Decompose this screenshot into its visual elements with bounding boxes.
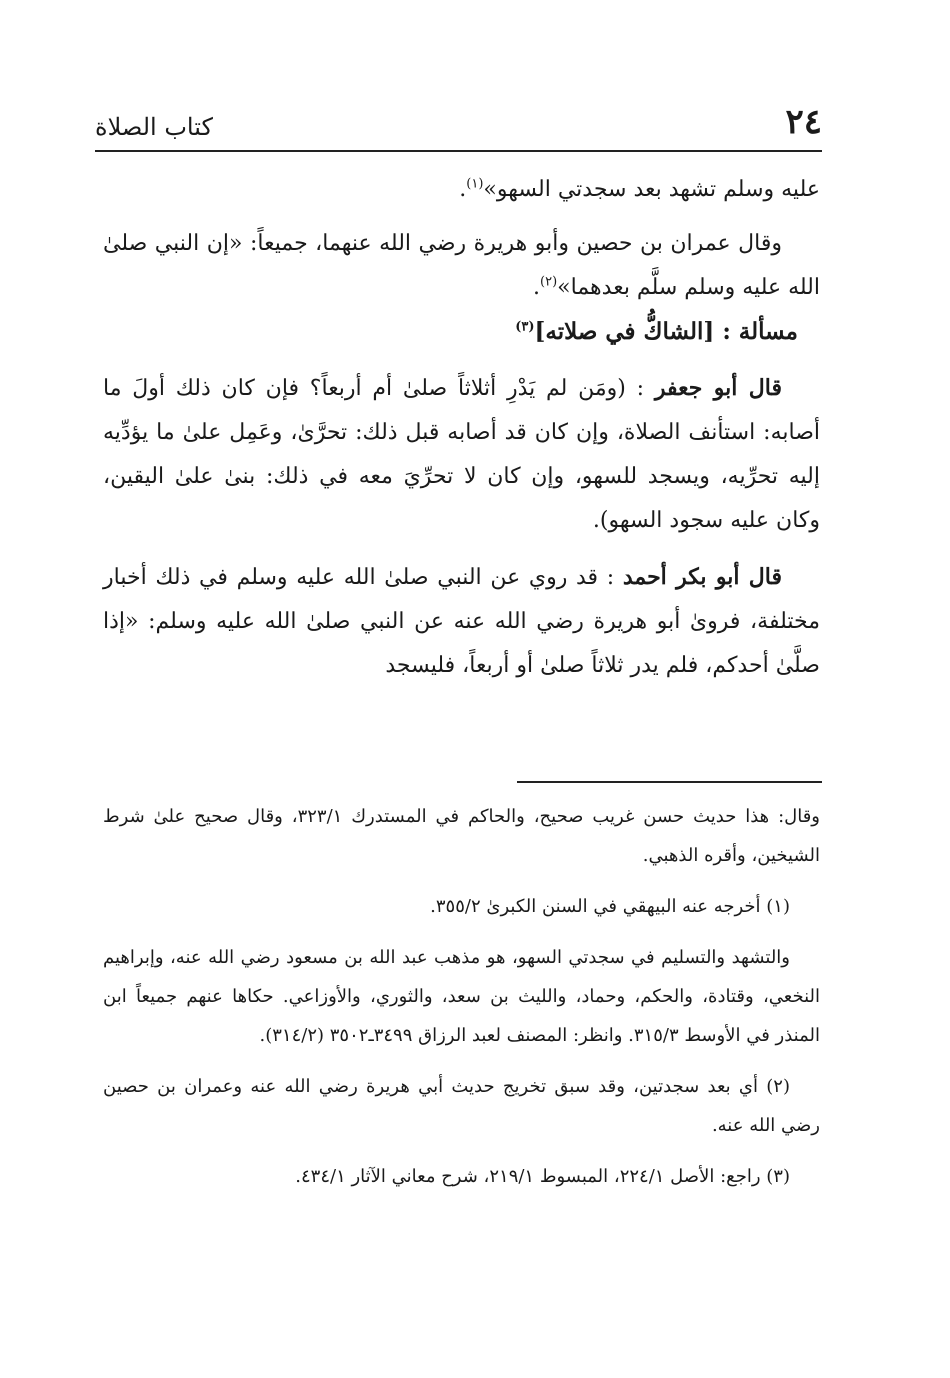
main-text	[103, 168, 820, 688]
footnote-continuation: وقال: هذا حديث حسن غريب صحيح، والحاكم في المستدرك ٣٢٣/١، وقال صحيح علىٰ شرط الشيخين، وأقره الذهبي.	[103, 806, 820, 866]
footnote-ref-1: (١)	[466, 176, 484, 192]
paragraph-text: عليه وسلم تشهد بعد سجدتي السهو»	[483, 177, 820, 202]
page-number: ٢٤	[785, 102, 822, 142]
paragraph-abu-bakr	[103, 555, 820, 688]
speaker-label: قال أبو جعفر	[654, 375, 783, 401]
paragraph-end: .	[533, 275, 541, 300]
footnote-3: (٣) راجع: الأصل ٢٢٤/١، المبسوط ٢١٩/١، شرح معاني الآثار ٤٣٤/١.	[295, 1166, 790, 1187]
paragraph-text: : (ومَن لم يَدْرِ أثلاثاً صلىٰ أم أربعاً؟ فإن كان ذلك أولَ ما أصابه: استأنف الصلاة، وإن كان قد أصابه قبل ذلك: تحرَّىٰ، وعَمِل علىٰ ما يؤدِّيه إليه تحرِّيه، ويسجد للسهو، وإن كان لا تحرِّيَ معه في ذلك: بنىٰ علىٰ اليقين، وكان عليه سجود السهو).	[103, 376, 820, 533]
paragraph-text: : قد روي عن النبي صلىٰ الله عليه وسلم في ذلك أخبار مختلفة، فروىٰ أبو هريرة رضي الله عنه عن النبي صلىٰ الله عليه وسلم: «إذا صلَّىٰ أحدكم، فلم يدر ثلاثاً صلىٰ أو أربعاً، فليسجد	[103, 565, 820, 678]
footnote-ref-2: (٢)	[540, 274, 558, 290]
running-head: كتاب الصلاة	[95, 113, 213, 141]
footnote-separator	[517, 781, 822, 783]
paragraph-continuation	[103, 168, 820, 212]
paragraph-imran-hadith	[103, 222, 820, 310]
paragraph-end: .	[459, 177, 467, 202]
footnote-1-continued: والتشهد والتسليم في سجدتي السهو، هو مذهب عبد الله بن مسعود رضي الله عنه، وإبراهيم النخعي، وقتادة، والحكم، وحماد، والليث بن سعد، والثوري، والأوزاعي. حكاها عنهم جميعاً ابن المنذر في الأوسط ٣١٥/٣. وانظر: المصنف لعبد الرزاق ٣٤٩٩ـ٣٥٠٢ (٣١٤/٢).	[103, 947, 820, 1046]
footnotes	[103, 797, 820, 1196]
paragraph-abu-jafar	[103, 366, 820, 543]
issue-label: مسألة :	[722, 318, 798, 345]
footnote-ref-3: (٣)	[515, 319, 535, 335]
footnote-2: (٢) أي بعد سجدتين، وقد سبق تخريج حديث أبي هريرة رضي الله عنه وعمران بن حصين رضي الله عنه.	[103, 1076, 820, 1136]
footnote-1: (١) أخرجه عنه البيهقي في السنن الكبرىٰ ٣٥٥/٢.	[430, 896, 790, 917]
speaker-label: قال أبو بكر أحمد	[622, 564, 782, 590]
paragraph-text: وقال عمران بن حصين وأبو هريرة رضي الله عنهما، جميعاً: «إن النبي صلىٰ الله عليه وسلم سلَّم بعدهما»	[103, 231, 820, 300]
issue-heading	[103, 310, 820, 354]
page-header	[95, 100, 822, 152]
issue-title: [الشاكُّ في صلاته]	[534, 318, 723, 345]
